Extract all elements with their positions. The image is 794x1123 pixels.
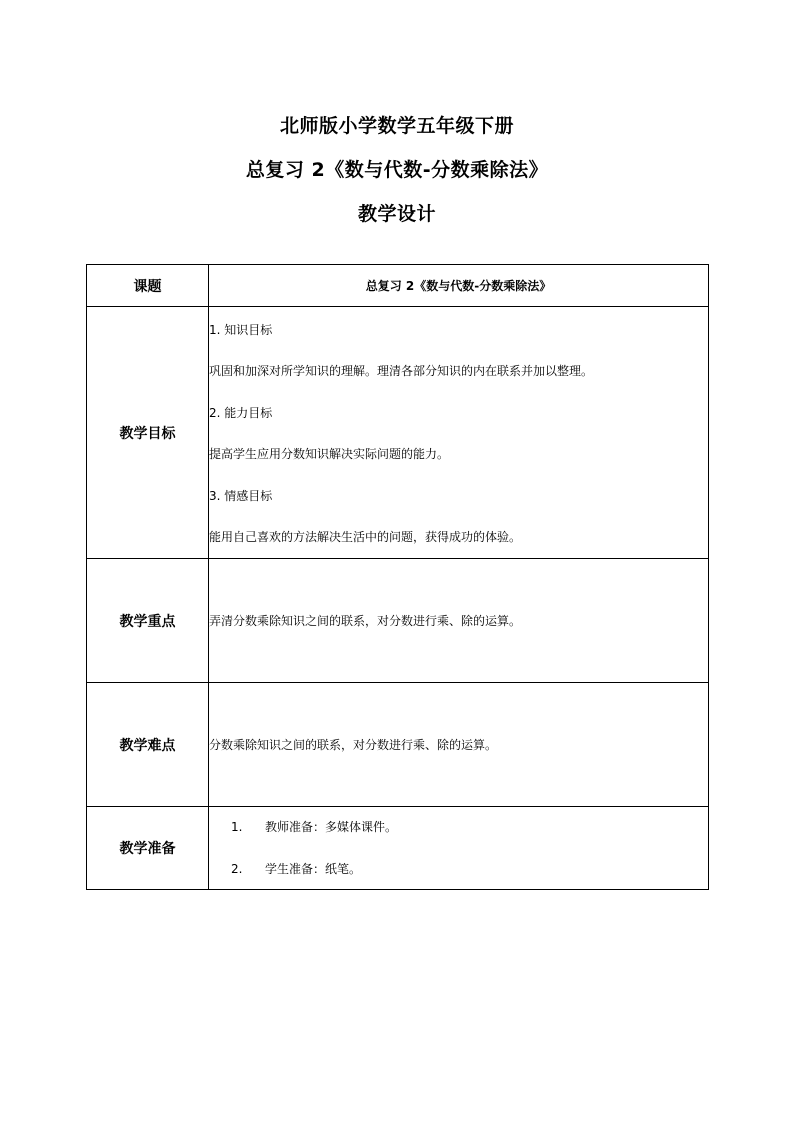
list-item-text: 学生准备：纸笔。 [265, 862, 362, 876]
goals-content [209, 307, 709, 559]
document-title-lesson: 总复习 2《数与代数-分数乘除法》 [245, 159, 549, 181]
lesson-plan-table [86, 264, 709, 890]
table-row-goals [87, 307, 709, 559]
goal-heading-knowledge: 1. 知识目标 [209, 322, 273, 337]
preparation-label: 教学准备 [87, 807, 209, 890]
preparation-content [209, 807, 709, 890]
topic-value: 总复习 2《数与代数-分数乘除法》 [209, 265, 709, 307]
goals-label: 教学目标 [87, 307, 209, 559]
document-header [0, 104, 794, 236]
list-item-number: 2. [231, 862, 243, 876]
list-item [209, 859, 708, 879]
goal-text-knowledge: 巩固和加深对所学知识的理解。理清各部分知识的内在联系并加以整理。 [209, 364, 594, 379]
goal-text-emotion: 能用自己喜欢的方法解决生活中的问题，获得成功的体验。 [209, 530, 522, 545]
table-row-key-points [87, 559, 709, 683]
list-item-text: 教师准备：多媒体课件。 [265, 820, 398, 834]
goal-heading-ability: 2. 能力目标 [209, 405, 273, 420]
key-points-label: 教学重点 [87, 559, 209, 683]
key-points-text: 弄清分数乘除知识之间的联系，对分数进行乘、除的运算。 [209, 613, 522, 628]
key-points-content [209, 559, 709, 683]
list-item-number: 1. [231, 820, 243, 834]
table-row-preparation [87, 807, 709, 890]
document-title-type: 教学设计 [357, 203, 436, 225]
difficulties-text: 分数乘除知识之间的联系，对分数进行乘、除的运算。 [209, 737, 498, 752]
table-row-topic [87, 265, 709, 307]
difficulties-content [209, 683, 709, 807]
goal-text-ability: 提高学生应用分数知识解决实际问题的能力。 [209, 447, 450, 462]
table-row-difficulties [87, 683, 709, 807]
topic-label: 课题 [87, 265, 209, 307]
list-item [209, 817, 708, 837]
difficulties-label: 教学难点 [87, 683, 209, 807]
goal-heading-emotion: 3. 情感目标 [209, 488, 273, 503]
document-title-grade: 北师版小学数学五年级下册 [279, 115, 514, 137]
